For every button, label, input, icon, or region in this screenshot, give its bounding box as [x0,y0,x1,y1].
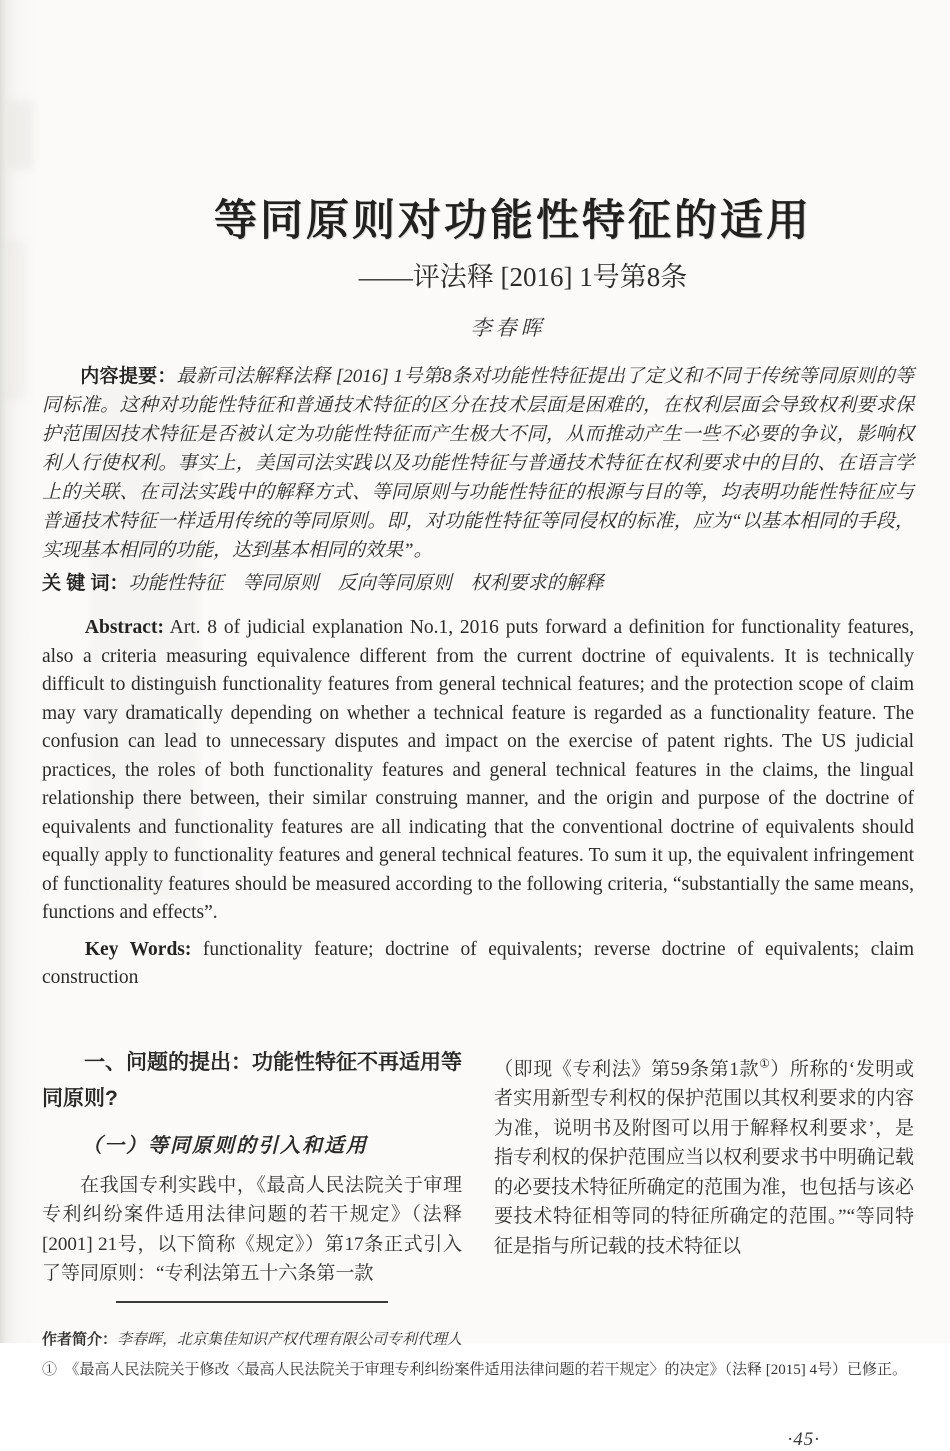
right-column-paragraph [494,1055,914,1262]
page-number: ·45· [787,1428,820,1450]
footnote-divider [116,1301,388,1303]
chinese-abstract-text: 最新司法解释法释 [2016] 1号第8条对功能性特征提出了定义和不同于传统等同原则的等同标准。这种对功能性特征和普通技术特征的区分在技术层面是困难的，在权利层面会导致权利要求保护范围因技术特征是否被认定为功能性特征而产生极大不同，从而推动产生一些不必要的争议，影响权利人行使权利。事实上，美国司法实践以及功能性特征与普通技术特征在权利要求中的目的、在语言学上的关联、在司法实践中的解释方式、等同原则与功能性特征的根源与目的等，均表明功能性特征应与普通技术特征一样适用传统的等同原则。即，对功能性特征等同侵权的标准，应为“以基本相同的手段，实现基本相同的功能，达到基本相同的效果”。 [42,366,914,561]
article-title: 等同原则对功能性特征的适用 [214,198,812,245]
right-paragraph-part1: （即现《专利法》第59条第1款 [494,1058,760,1080]
english-abstract [42,614,914,928]
footnote-1: ① 《最高人民法院关于修改〈最高人民法院关于审理专利纠纷案件适用法律问题的若干规定〉的决定》（法释 [2015] 4号）已修正。 [42,1361,907,1378]
right-column [494,1045,914,1311]
chinese-abstract [42,362,914,565]
author-bio-text: 李春晖，北京集佳知识产权代理有限公司专利代理人 [117,1331,463,1348]
english-keywords-text: functionality feature; doctrine of equivalents; reverse doctrine of equivalents; claim construction [42,938,915,988]
english-abstract-text: Art. 8 of judicial explanation No.1, 2016 puts forward a definition for functionality features, also a criteria measuring equivalence different from the current doctrine of equivalents. It is technically difficult to distinguish functionality features from general technical features; and the protection scope of claim may vary dramatically depending on whether a technical feature is regarded as a functionality feature. The confusion can lead to unnecessary disputes and impact on the exercise of patent rights. The US judicial practices, the roles of both functionality features and general technical features in the claims, the lingual relationship there between, their similar construing manner, and the origin and purpose of the doctrine of equivalents and functionality features are all indicating that the conventional doctrine of equivalents should equally apply to functionality features and general technical features. To sum it up, the equivalent infringement of functionality features should be measured according to the following criteria, “substantially the same means, functions and effects”. [42,617,914,923]
author-bio-footnote [42,1325,914,1355]
subsection-1-1-heading: （一）等同原则的引入和适用 [82,1134,368,1157]
chinese-keywords-label: 关 键 词： [42,573,129,594]
article-subtitle: ——评法释 [2016] 1号第8条 [358,262,688,292]
author-bio-label: 作者简介： [42,1330,118,1348]
english-keywords [42,936,914,993]
chinese-keywords [42,569,914,598]
footnotes-block [42,1325,914,1385]
left-column [42,1045,462,1311]
english-abstract-label: Abstract: [84,617,164,638]
left-column-paragraph: 在我国专利实践中，《最高人民法院关于审理专利纠纷案件适用法律问题的若干规定》（法释 [2001] 21号，以下简称《规定》）第17条正式引入了等同原则：“专利法第五十六条第一款 [42,1174,462,1284]
author-name: 李春晖 [470,316,546,340]
right-paragraph-part2: ）所称的‘发明或者实用新型专利权的保护范围以其权利要求的内容为准，说明书及附图可以用于解释权利要求’，是指专利权的保护范围应当以权利要求书中明确记载的必要技术特征所确定的范围为准，也包括与该必要技术特征相等同的特征所确定的范围。”“等同特征是指与所记载的技术特征以 [494,1058,914,1257]
footnote-reference-1: ① [759,1057,771,1071]
two-column-body [42,1045,914,1311]
english-keywords-label: Key Words: [84,938,192,960]
section-1-heading: 一、问题的提出：功能性特征不再适用等同原则? [42,1050,462,1110]
chinese-keywords-text: 功能性特征 等同原则 反向等同原则 权利要求的解释 [128,573,604,594]
chinese-abstract-label: 内容提要： [80,366,177,387]
